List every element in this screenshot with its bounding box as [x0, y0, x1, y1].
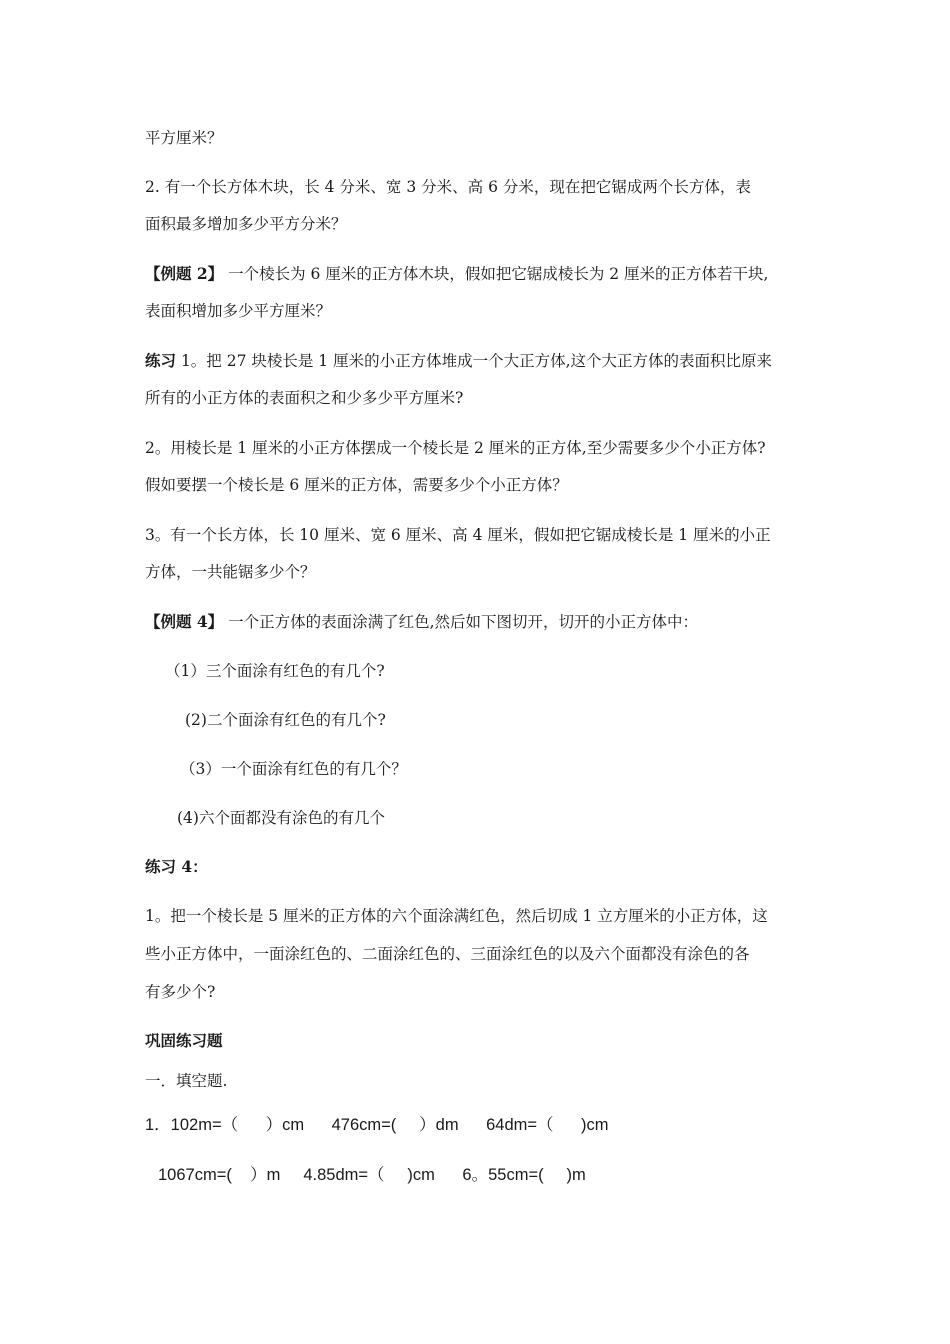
question-3: （3）一个面涂有红色的有几个？ — [180, 760, 407, 778]
exercise-4-heading: 练习 4： — [145, 857, 208, 876]
line-2: 2. 有一个长方体木块，长 4 分米、宽 3 分米、高 6 分米，现在把它锯成两个长方体，表 — [145, 178, 751, 196]
example-4-line — [145, 604, 810, 640]
example-4-text: 一个正方体的表面涂满了红色,然后如下图切开，切开的小正方体中： — [223, 613, 699, 631]
example-2-line — [145, 256, 810, 292]
question-4: (4)六个面都没有涂色的有几个 — [177, 809, 385, 827]
line-8: 2。用棱长是 1 厘米的小正方体摆成一个棱长是 2 厘米的正方体,至少需要多少个小正方体? — [145, 439, 766, 457]
line-3: 面积最多增加多少平方分米？ — [145, 215, 347, 233]
example-2-label: 【例题 2】 — [145, 264, 224, 283]
line-18: 1。把一个棱长是 5 厘米的正方体的六个面涂满红色，然后切成 1 立方厘米的小正方体，这 — [145, 907, 768, 925]
exercise-1-text: 1。把 27 块棱长是 1 厘米的小正方体堆成一个大正方体,这个大正方体的表面积比原来 — [176, 352, 773, 370]
line-5: 表面积增加多少平方厘米？ — [145, 302, 332, 320]
line-11: 方体，一共能锯多少个？ — [145, 563, 316, 581]
exercise-1-line — [145, 343, 810, 379]
line-19: 些小正方体中，一面涂红色的、二面涂红色的、三面涂红色的以及六个面都没有涂色的各 — [145, 945, 750, 963]
fill-blank-row-2: 1067cm=( ）m 4.85dm=（ )cm 6。55cm=( )m — [158, 1166, 586, 1184]
line-1: 平方厘米？ — [145, 129, 223, 147]
consolidation-heading: 巩固练习题 — [145, 1031, 223, 1050]
question-2: (2)二个面涂有红色的有几个? — [185, 711, 386, 729]
fill-blank-row-1: 1．102m=（ ）cm 476cm=( ）dm 64dm=（ )cm — [145, 1116, 609, 1134]
example-2-text: 一个棱长为 6 厘米的正方体木块，假如把它锯成棱长为 2 厘米的正方体若干块, — [223, 265, 769, 283]
fill-blank-heading: 一．填空题. — [145, 1072, 228, 1090]
question-1: （1）三个面涂有红色的有几个? — [165, 662, 385, 680]
line-7: 所有的小正方体的表面积之和少多少平方厘米? — [145, 389, 464, 407]
example-4-label: 【例题 4】 — [145, 612, 224, 631]
line-10: 3。有一个长方体，长 10 厘米、宽 6 厘米、高 4 厘米，假如把它锯成棱长是 1 厘米的小正 — [145, 526, 771, 544]
line-9: 假如要摆一个棱长是 6 厘米的正方体，需要多少个小正方体？ — [145, 476, 568, 494]
exercise-label: 练习 — [145, 351, 177, 370]
line-20: 有多少个? — [145, 983, 216, 1001]
